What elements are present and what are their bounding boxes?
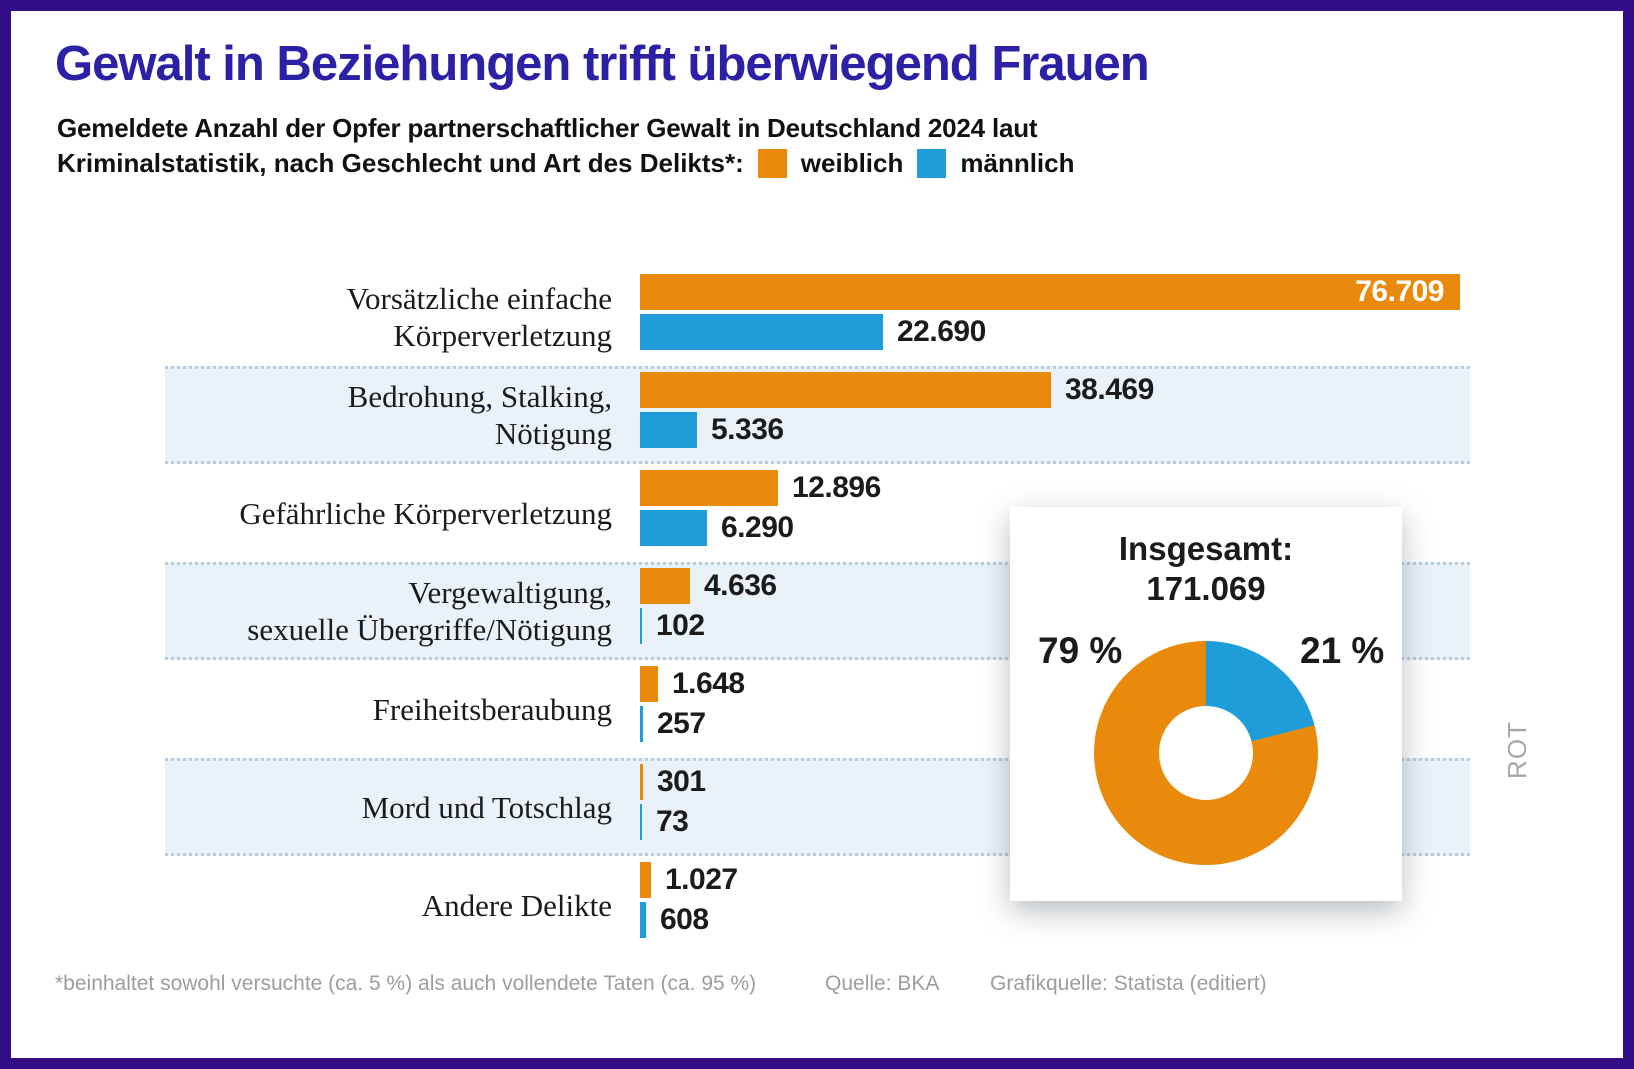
donut-total-value: 171.069 [1146, 570, 1266, 607]
female-value-label: 1.027 [665, 863, 738, 896]
male-bar [640, 706, 643, 742]
donut-title: Insgesamt: [1118, 530, 1294, 567]
legend-swatch-weiblich [758, 149, 787, 178]
male-value-label: 6.290 [721, 511, 794, 544]
side-watermark: ROT [1501, 721, 1532, 779]
total-card [1010, 507, 1402, 901]
male-bar [640, 608, 642, 644]
page-title: Gewalt in Beziehungen trifft überwiegend Frauen [55, 37, 1149, 91]
category-label: Andere Delikte [421, 887, 612, 923]
male-value-label: 73 [656, 805, 689, 838]
male-bar [640, 510, 707, 546]
legend-label-weiblich: weiblich [800, 148, 904, 178]
male-value-label: 102 [656, 609, 705, 642]
female-bar [640, 862, 651, 898]
female-bar [640, 764, 643, 800]
female-value-label: 12.896 [792, 471, 881, 504]
female-bar [640, 372, 1051, 408]
male-bar [640, 902, 646, 938]
female-value-label: 301 [657, 765, 706, 798]
male-value-label: 5.336 [711, 413, 784, 446]
legend-swatch-maennlich [917, 149, 946, 178]
female-bar [640, 666, 658, 702]
donut-male-percentage: 21 % [1300, 630, 1385, 671]
female-bar [640, 568, 690, 604]
male-value-label: 22.690 [897, 315, 986, 348]
female-value-label: 76.709 [1355, 275, 1444, 308]
female-value-label: 38.469 [1065, 373, 1154, 406]
male-value-label: 608 [660, 903, 709, 936]
donut-female-percentage: 79 % [1038, 630, 1123, 671]
male-bar [640, 314, 883, 350]
female-bar [640, 470, 778, 506]
subtitle-line2-text: Kriminalstatistik, nach Geschlecht und Art des Delikts*: [57, 148, 744, 178]
subtitle-line2 [57, 148, 1075, 179]
footnote: *beinhaltet sowohl versuchte (ca. 5 %) als auch vollendete Taten (ca. 95 %) [55, 972, 757, 995]
subtitle-line1: Gemeldete Anzahl der Opfer partnerschaftlicher Gewalt in Deutschland 2024 laut [57, 113, 1038, 143]
source-label: Quelle: BKA [825, 972, 940, 995]
male-bar [640, 412, 697, 448]
category-label: Gefährliche Körperverletzung [239, 495, 612, 531]
male-bar [640, 804, 642, 840]
category-label: Mord und Totschlag [361, 789, 612, 825]
category-label: Vorsätzliche einfache Körperverletzung [346, 281, 612, 353]
category-label: Bedrohung, Stalking, Nötigung [347, 379, 612, 451]
donut-hole [1159, 706, 1253, 800]
legend-label-maennlich: männlich [960, 148, 1075, 178]
female-value-label: 4.636 [704, 569, 777, 602]
category-label: Vergewaltigung, sexuelle Übergriffe/Nötigung [247, 575, 612, 647]
male-value-label: 257 [657, 707, 706, 740]
category-label: Freiheitsberaubung [372, 691, 612, 727]
female-value-label: 1.648 [672, 667, 745, 700]
graphic-source-label: Grafikquelle: Statista (editiert) [990, 972, 1267, 995]
